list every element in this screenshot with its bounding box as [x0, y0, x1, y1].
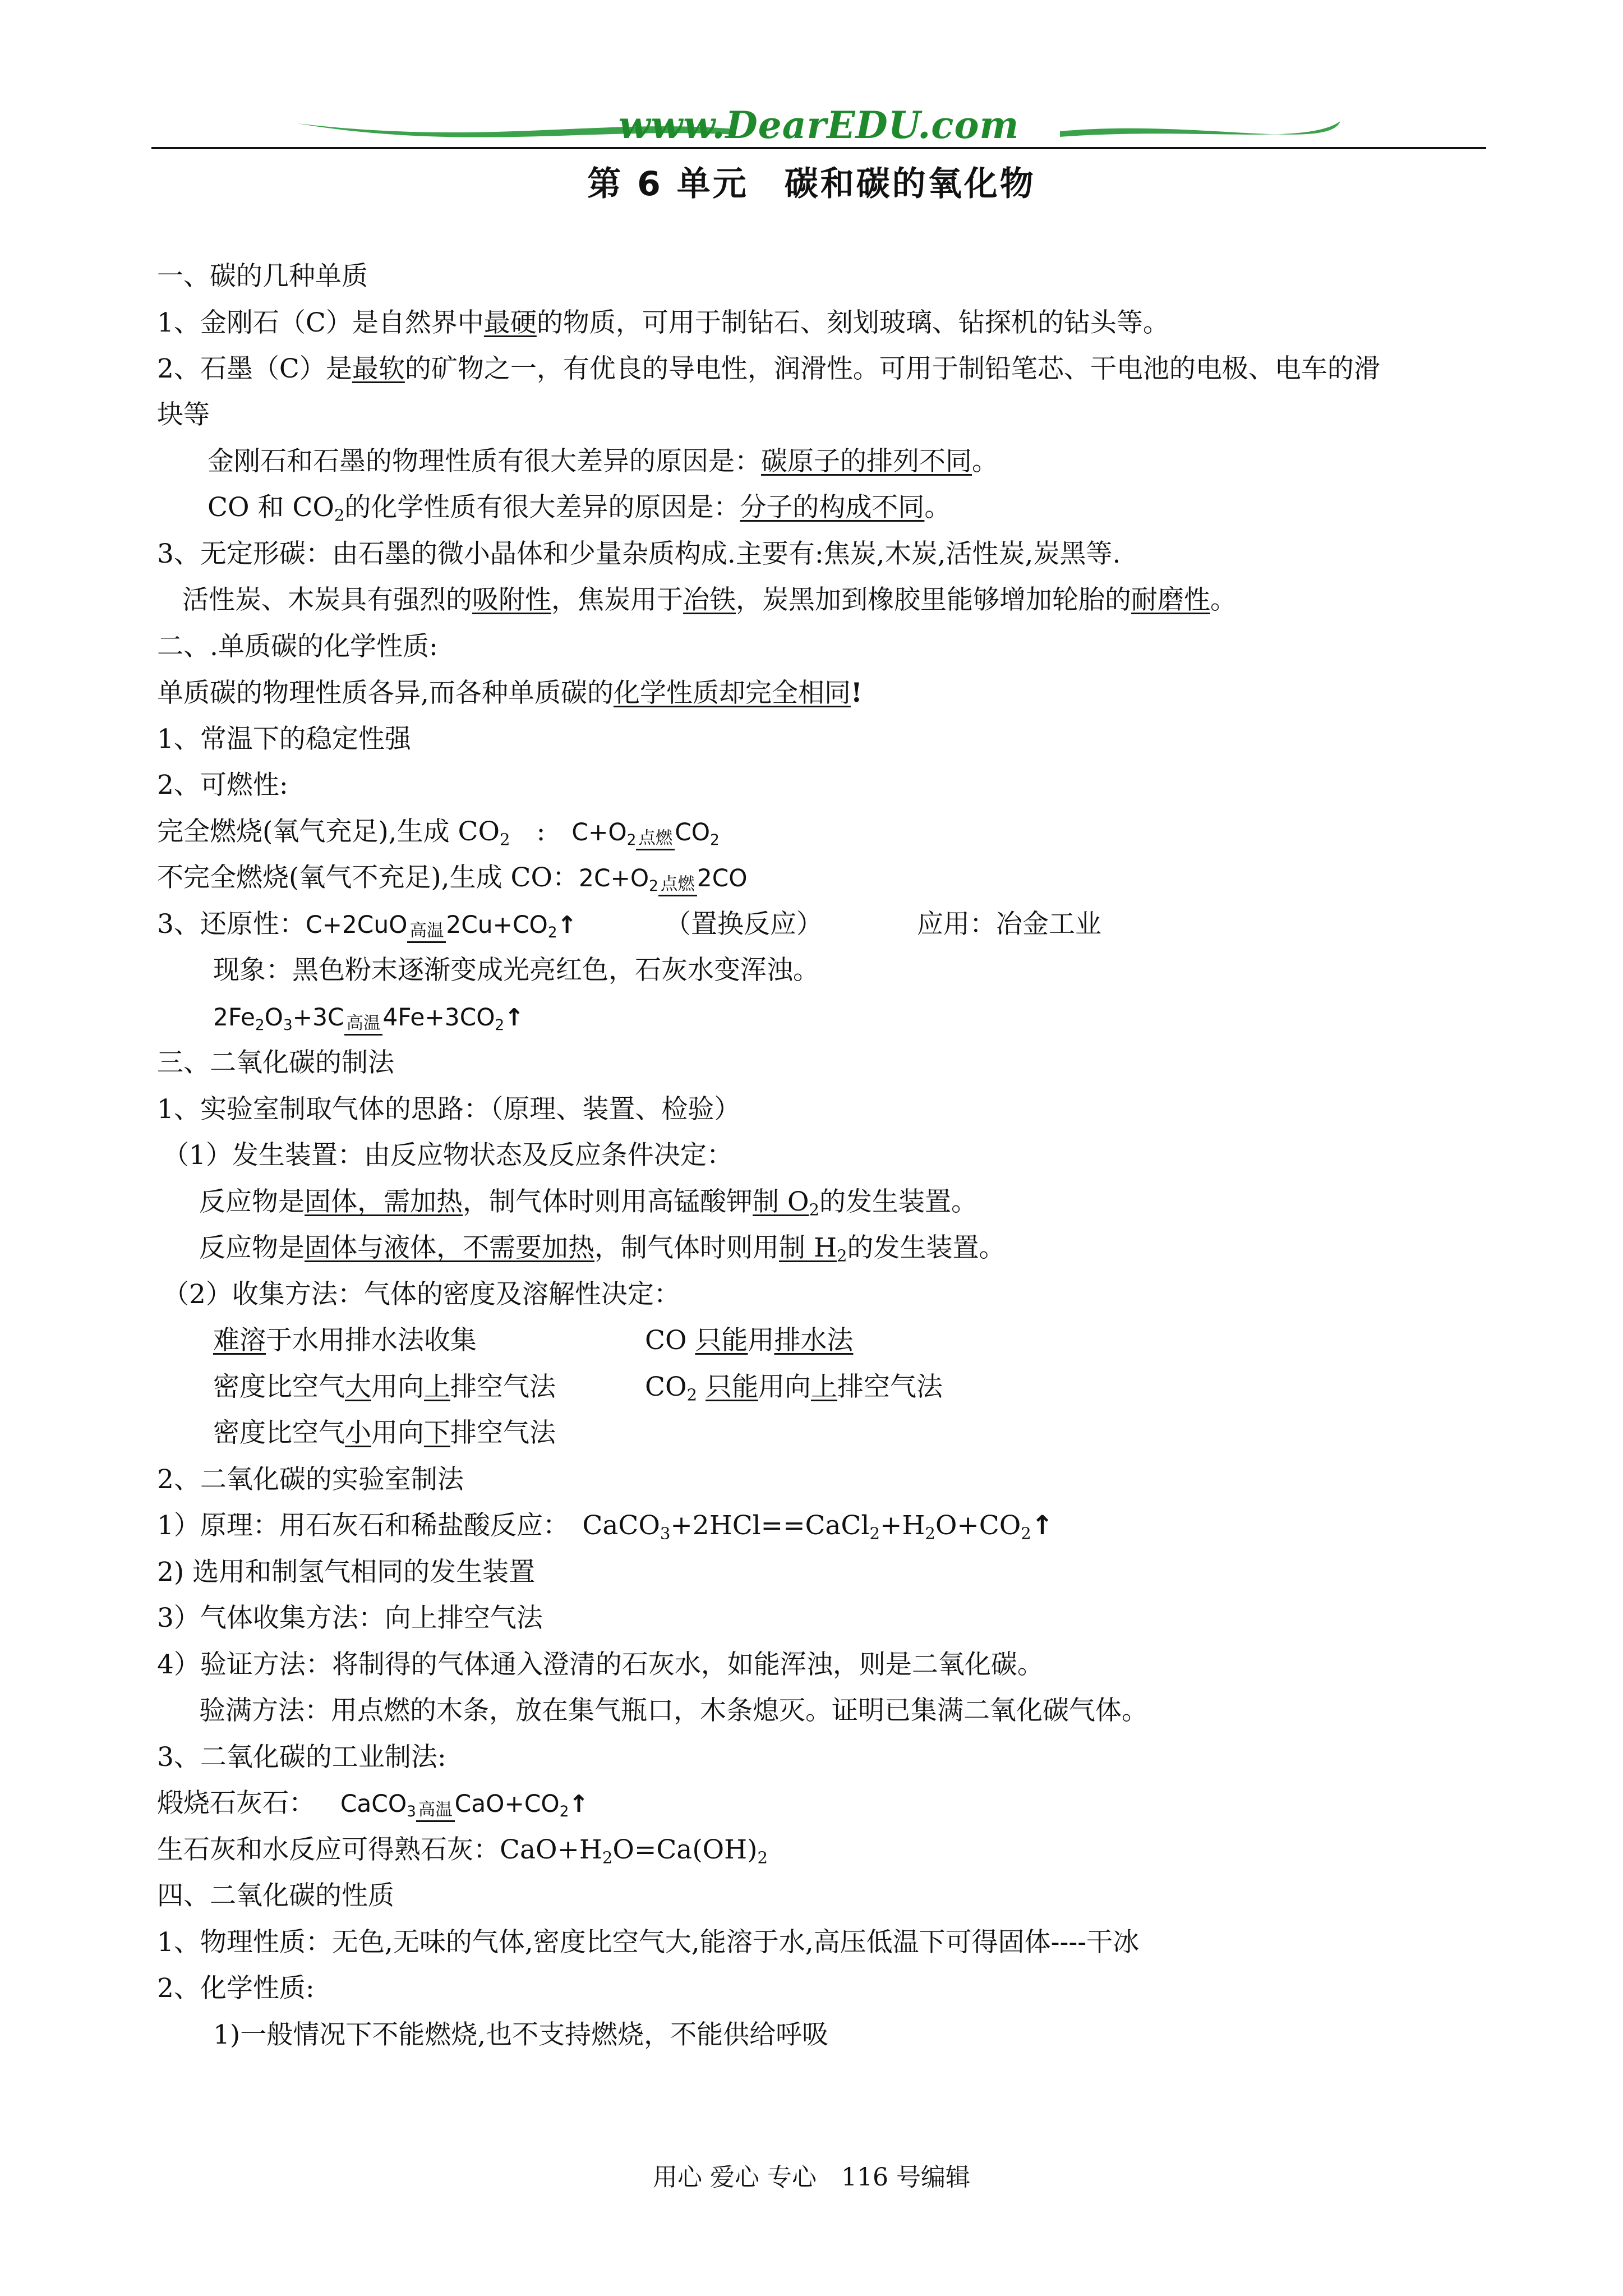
section-heading-3: 三、二氧化碳的制法	[157, 1047, 394, 1078]
brand-logo: www.DearEDU.com	[618, 103, 1020, 147]
text-line: 1、物理性质：无色,无味的气体,密度比空气大,能溶于水,高压低温下可得固体----干冰	[157, 1927, 1140, 1958]
equation-line: 煅烧石灰石： CaCO$_3$ 高温 $CaO+CO_2↑$	[157, 1788, 589, 1828]
section-heading-1: 一、碳的几种单质	[157, 261, 368, 292]
equation-line: 1）原理：用石灰石和稀盐酸反应： $CaCO_3+2HCl==CaCl_2+H_2O+CO_2↑$	[157, 1510, 1054, 1543]
header-rule	[151, 147, 1486, 149]
text-line: 应用：冶金工业	[917, 909, 1101, 940]
text-line: 1、常温下的稳定性强	[157, 724, 411, 754]
text-line: 4）验证方法：将制得的气体通入澄清的石灰水，如能浑浊，则是二氧化碳。	[157, 1649, 1044, 1680]
page-footer: 用心 爱心 专心 116 号编辑	[653, 2163, 970, 2192]
page-title: 第 6 单元 碳和碳的氧化物	[587, 164, 1036, 204]
page-header	[151, 103, 1486, 157]
text-line: 难溶于水用排水法收集	[213, 1325, 477, 1356]
text-line: 3）气体收集方法：向上排空气法	[157, 1603, 543, 1634]
text-line: 2、石墨（C）是最软的矿物之一，有优良的导电性，润滑性。可用于制铅笔芯、干电池的电极、电车的滑	[157, 353, 1380, 384]
text-line: 金刚石和石墨的物理性质有很大差异的原因是：碳原子的排列不同。	[208, 446, 998, 477]
text-line: 2、化学性质:	[157, 1973, 315, 2004]
equation-line: 完全燃烧(氧气充足),生成 $CO_2$ : $C+O_2$ 点燃 $CO_2$	[157, 816, 720, 856]
text-line: 验满方法：用点燃的木条，放在集气瓶口，木条熄灭。证明已集满二氧化碳气体。	[199, 1695, 1148, 1726]
equation-line: 不完全燃烧(氧气不充足),生成 CO：$2C+O_2$ 点燃 2CO	[157, 862, 748, 902]
text-line: 1、实验室制取气体的思路：（原理、装置、检验）	[157, 1094, 741, 1125]
text-line: 1)一般情况下不能燃烧,也不支持燃烧，不能供给呼吸	[213, 2019, 829, 2050]
text-line: （2）收集方法：气体的密度及溶解性决定：	[163, 1279, 680, 1310]
section-heading-4: 四、二氧化碳的性质	[157, 1880, 394, 1911]
text-line: 3、无定形碳：由石墨的微小晶体和少量杂质构成.主要有:焦炭,木炭,活性炭,炭黑等.	[157, 539, 1121, 569]
text-line: 2) 选用和制氢气相同的发生装置	[157, 1557, 536, 1588]
text-line: CO 和 $CO_2$的化学性质有很大差异的原因是：分子的构成不同。	[208, 492, 951, 525]
text-line: 反应物是固体与液体，不需要加热，制气体时则用制 $H_2$的发生装置。	[199, 1232, 1006, 1266]
text-line: CO 只能用排水法	[645, 1325, 854, 1356]
text-line: 反应物是固体，需加热，制气体时则用高锰酸钾制 $O_2$的发生装置。	[199, 1186, 978, 1220]
equation-line: 3、还原性：C+2CuO 高温 $2Cu+CO_2↑$	[157, 909, 577, 949]
text-line: 1、金刚石（C）是自然界中最硬的物质，可用于制钻石、刻划玻璃、钻探机的钻头等。	[157, 307, 1169, 338]
text-line: 现象：黑色粉末逐渐变成光亮红色，石灰水变浑浊。	[213, 955, 819, 986]
equation-line: 生石灰和水反应可得熟石灰：$CaO+H_2O=Ca(OH)_2$	[157, 1834, 768, 1867]
text-line: 密度比空气大用向上排空气法	[213, 1372, 556, 1402]
text-line: 单质碳的物理性质各异,而各种单质碳的化学性质却完全相同!	[157, 678, 863, 708]
text-line: 3、二氧化碳的工业制法:	[157, 1742, 446, 1773]
text-line: 2、二氧化碳的实验室制法	[157, 1464, 464, 1495]
text-line: $CO_2$ 只能用向上排空气法	[645, 1372, 943, 1405]
text-line: （1）发生装置：由反应物状态及反应条件决定：	[163, 1140, 733, 1171]
text-line: （置换反应）	[665, 909, 823, 940]
text-line: 块等	[157, 399, 210, 430]
text-line: 2、可燃性:	[157, 770, 288, 800]
text-line: 活性炭、木炭具有强烈的吸附性，焦炭用于冶铁，炭黑加到橡胶里能够增加轮胎的耐磨性。	[182, 585, 1237, 615]
text-line: 密度比空气小用向下排空气法	[213, 1418, 556, 1448]
equation-line: $2Fe_2O_3+3C$ 高温 $4Fe+3CO_2↑$	[213, 1001, 524, 1041]
section-heading-2: 二、.单质碳的化学性质:	[157, 631, 438, 662]
